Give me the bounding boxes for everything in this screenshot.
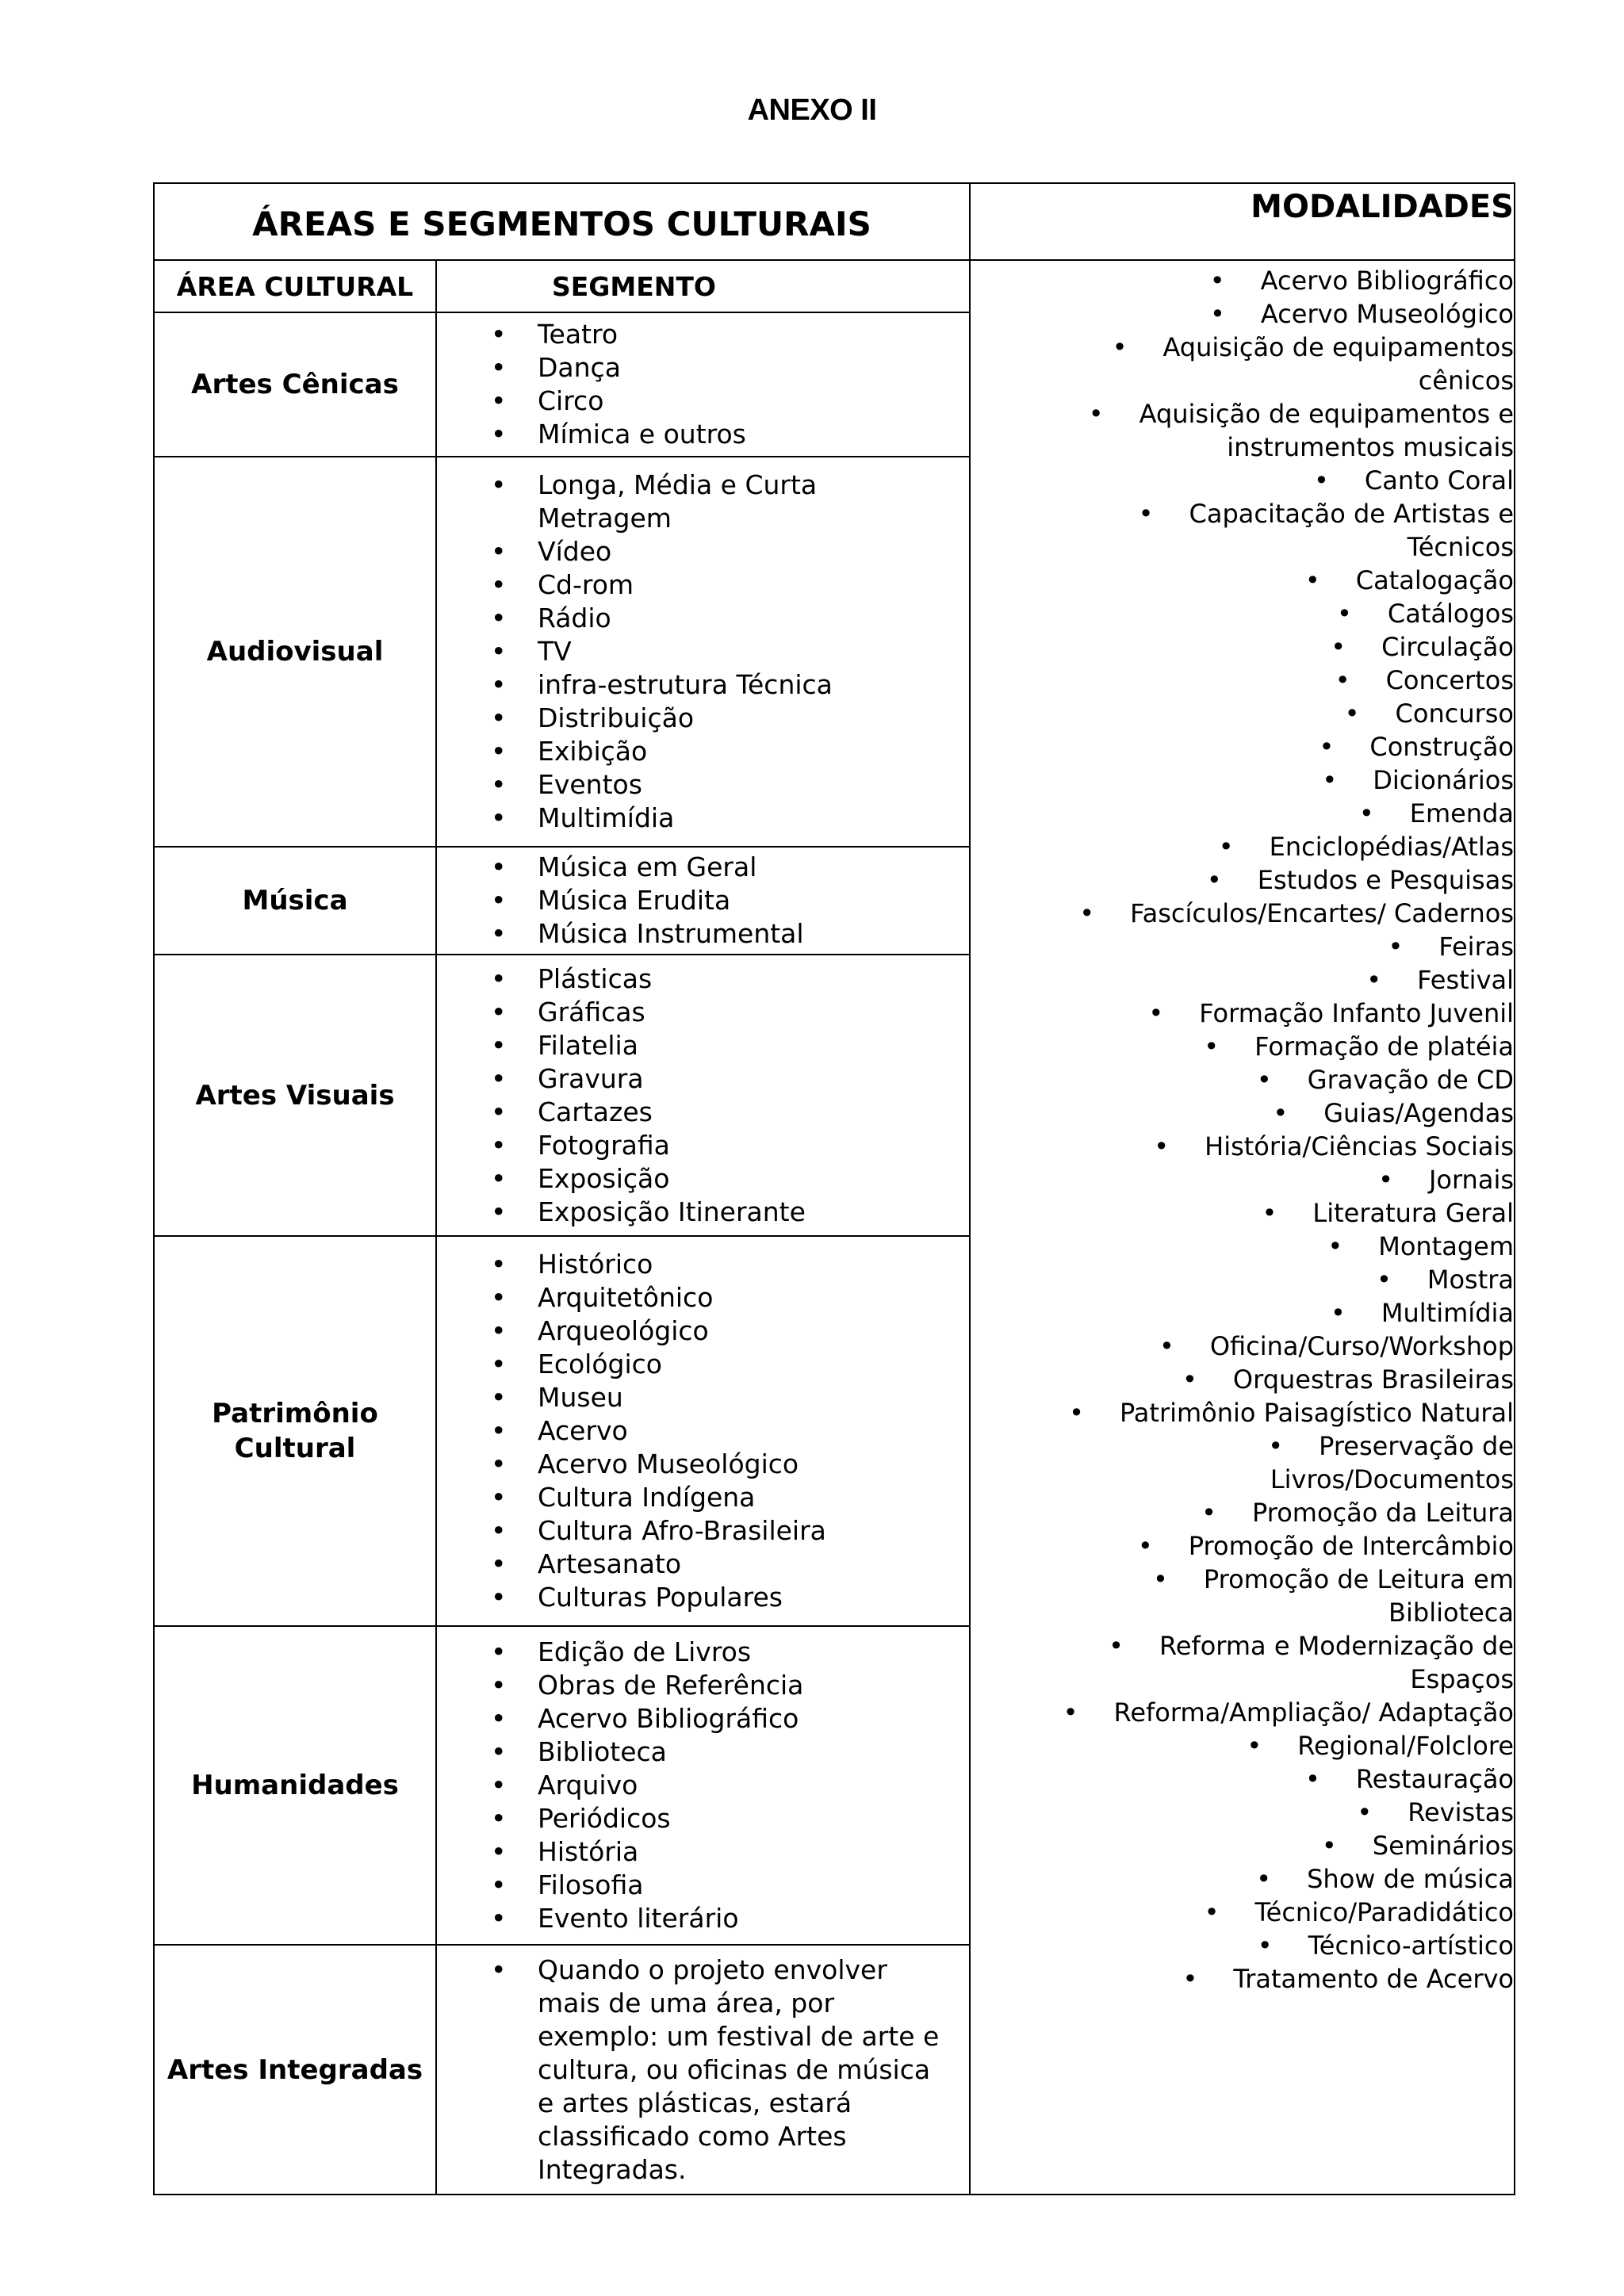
segment-item: • Obras de Referência xyxy=(437,1669,969,1702)
modalidade-item xyxy=(971,497,1514,530)
modalidade-text: Capacitação de Artistas e xyxy=(1189,499,1514,529)
modalidade-text: Tratamento de Acervo xyxy=(1233,1964,1514,1994)
bullet-icon: • xyxy=(1204,1031,1220,1062)
segment-item: • Exposição Itinerante xyxy=(437,1196,969,1229)
modalidade-item xyxy=(971,397,1514,430)
segment-item: • Teatro xyxy=(437,318,969,351)
bullet-icon: • xyxy=(1209,266,1225,296)
segment-list xyxy=(437,465,969,838)
segment-item: • Artesanato xyxy=(437,1548,969,1581)
segment-item: • Arquivo xyxy=(437,1769,969,1802)
modalidade-item xyxy=(971,1862,1514,1896)
modalidade-text: Show de música xyxy=(1307,1864,1514,1894)
bullet-icon: • xyxy=(1206,865,1222,895)
bullet-icon: • xyxy=(1204,1897,1220,1927)
modalidade-text: Catalogação xyxy=(1355,565,1514,595)
modalidade-item xyxy=(971,1330,1514,1363)
segment-item: • Dança xyxy=(437,351,969,385)
bullet-icon: • xyxy=(1112,332,1128,362)
area-name: Artes Integradas xyxy=(154,1945,436,2195)
segment-list xyxy=(437,1245,969,1617)
segment-item: • Arquitetônico xyxy=(437,1281,969,1314)
modalidade-text: Feiras xyxy=(1438,932,1514,962)
modalidade-item xyxy=(971,997,1514,1030)
modalidade-text: Catálogos xyxy=(1387,599,1514,629)
modalidade-text: Canto Coral xyxy=(1364,465,1514,496)
bullet-icon: • xyxy=(1201,1498,1216,1528)
modalidade-item xyxy=(971,331,1514,364)
modalidade-item-continued xyxy=(971,1596,1514,1629)
modalidade-text: Regional/Folclore xyxy=(1297,1731,1514,1761)
segment-item: • Acervo Museológico xyxy=(437,1448,969,1481)
modalidade-text: Técnicos xyxy=(1407,532,1514,562)
modalidade-item xyxy=(971,897,1514,930)
subheader-segmento: SEGMENTO xyxy=(436,260,970,312)
modalidade-text: Fascículos/Encartes/ Cadernos xyxy=(1130,898,1514,928)
modalidade-text: Emenda xyxy=(1409,798,1514,828)
bullet-icon: • xyxy=(1210,299,1225,329)
segment-item: • Gravura xyxy=(437,1062,969,1096)
bullet-icon: • xyxy=(1321,1831,1337,1861)
area-name: Artes Cênicas xyxy=(154,312,436,457)
segment-item: • Exibição xyxy=(437,735,969,768)
bullet-icon: • xyxy=(1388,932,1404,962)
modalidade-item xyxy=(971,1396,1514,1429)
segment-item: • História xyxy=(437,1835,969,1869)
modalidade-text: Espaços xyxy=(1410,1664,1514,1694)
modalidade-text: Promoção da Leitura xyxy=(1252,1498,1514,1528)
segment-item: • Gráficas xyxy=(437,996,969,1029)
modalidade-item xyxy=(971,464,1514,497)
bullet-icon: • xyxy=(1063,1697,1078,1728)
segment-cell xyxy=(436,955,970,1236)
segment-item: • Acervo Bibliográfico xyxy=(437,1702,969,1735)
modalidade-item xyxy=(971,730,1514,763)
bullet-icon: • xyxy=(1327,1231,1343,1261)
segment-item: • Cultura Indígena xyxy=(437,1481,969,1514)
bullet-icon: • xyxy=(1268,1431,1284,1461)
modalidade-item xyxy=(971,1296,1514,1330)
bullet-icon: • xyxy=(1137,1531,1153,1561)
segment-cell xyxy=(436,1945,970,2195)
modalidade-text: Técnico-artístico xyxy=(1308,1931,1514,1961)
header-modalidades: MODALIDADES xyxy=(970,183,1515,260)
document-title: ANEXO II xyxy=(747,94,877,127)
bullet-icon: • xyxy=(1273,1098,1289,1128)
segment-item: • Arqueológico xyxy=(437,1314,969,1348)
modalidade-item xyxy=(971,1529,1514,1563)
segment-item: • Periódicos xyxy=(437,1802,969,1835)
bullet-icon: • xyxy=(1079,898,1095,928)
segment-list xyxy=(437,315,969,454)
bullet-icon: • xyxy=(1257,1931,1273,1961)
bullet-icon: • xyxy=(1138,499,1154,529)
modalidade-text: Acervo Museológico xyxy=(1260,299,1514,329)
bullet-icon: • xyxy=(1304,565,1320,595)
modalidade-text: Revistas xyxy=(1408,1797,1514,1827)
bullet-icon: • xyxy=(1304,1764,1320,1794)
modalidade-text: Patrimônio Paisagístico Natural xyxy=(1119,1398,1514,1428)
segment-item: • Evento literário xyxy=(437,1902,969,1935)
segment-item: • Multimídia xyxy=(437,802,969,835)
bullet-icon: • xyxy=(1378,1165,1393,1195)
segment-item: • Eventos xyxy=(437,768,969,802)
modalidade-text: Multimídia xyxy=(1381,1298,1514,1328)
modalidade-item xyxy=(971,1030,1514,1063)
modalidade-text: Seminários xyxy=(1372,1831,1514,1861)
modalidade-text: Guias/Agendas xyxy=(1323,1098,1514,1128)
modalidade-text: Promoção de Intercâmbio xyxy=(1188,1531,1514,1561)
bullet-icon: • xyxy=(1331,1298,1346,1328)
bullet-icon: • xyxy=(1182,1364,1197,1395)
segment-item: • Música em Geral xyxy=(437,851,969,884)
modalidade-text: Aquisição de equipamentos xyxy=(1162,332,1514,362)
bullet-icon: • xyxy=(1357,1797,1373,1827)
modalidade-text: Reforma/Ampliação/ Adaptação xyxy=(1113,1697,1514,1728)
segment-item: • Música Erudita xyxy=(437,884,969,917)
segment-item: • Fotografia xyxy=(437,1129,969,1162)
modalidade-text: Estudos e Pesquisas xyxy=(1257,865,1514,895)
area-name: Música xyxy=(154,847,436,955)
segment-item: • Biblioteca xyxy=(437,1735,969,1769)
bullet-icon: • xyxy=(1218,832,1234,862)
bullet-icon: • xyxy=(1088,399,1104,429)
modalidade-item xyxy=(971,1796,1514,1829)
segment-item: • Rádio xyxy=(437,602,969,635)
cultural-areas-table xyxy=(153,182,1515,2195)
modalidade-item xyxy=(971,1363,1514,1396)
segment-item: • Mímica e outros xyxy=(437,418,969,451)
modalidade-item xyxy=(971,1696,1514,1729)
modalidade-item xyxy=(971,1962,1514,1996)
modalidade-text: Construção xyxy=(1369,732,1514,762)
modalidade-item xyxy=(971,1163,1514,1196)
modalidade-text: Reforma e Modernização de xyxy=(1159,1631,1514,1661)
modalidade-text: Acervo Bibliográfico xyxy=(1260,266,1514,296)
modalidade-item xyxy=(971,930,1514,963)
area-name: Patrimônio Cultural xyxy=(154,1236,436,1626)
modalidade-item-continued xyxy=(971,1663,1514,1696)
modalidade-item xyxy=(971,1263,1514,1296)
modalidade-text: Festival xyxy=(1417,965,1514,995)
bullet-icon: • xyxy=(1256,1864,1272,1894)
bullet-icon: • xyxy=(1182,1964,1198,1994)
segment-cell xyxy=(436,457,970,847)
area-name: Audiovisual xyxy=(154,457,436,847)
bullet-icon: • xyxy=(1322,765,1338,795)
modalidade-text: Promoção de Leitura em xyxy=(1203,1564,1514,1594)
segment-item: • TV xyxy=(437,635,969,668)
segment-item: • Edição de Livros xyxy=(437,1636,969,1669)
modalidade-text: Gravação de CD xyxy=(1307,1065,1514,1095)
modalidade-item xyxy=(971,1063,1514,1096)
bullet-icon: • xyxy=(1319,732,1335,762)
modalidade-text: Restauração xyxy=(1355,1764,1514,1794)
modalidade-text: cênicos xyxy=(1418,365,1514,396)
modalidade-item-continued xyxy=(971,364,1514,397)
modalidade-text: Formação de platéia xyxy=(1254,1031,1514,1062)
modalidade-item xyxy=(971,697,1514,730)
segment-item: • Histórico xyxy=(437,1248,969,1281)
segment-item: • Ecológico xyxy=(437,1348,969,1381)
modalidades-list xyxy=(971,261,1514,1996)
segment-item: • Circo xyxy=(437,385,969,418)
modalidade-item xyxy=(971,1429,1514,1463)
modalidade-text: Concurso xyxy=(1395,698,1514,729)
bullet-icon: • xyxy=(1262,1198,1277,1228)
segment-item: • Filatelia xyxy=(437,1029,969,1062)
segment-item: • Música Instrumental xyxy=(437,917,969,951)
bullet-icon: • xyxy=(1247,1731,1262,1761)
modalidade-item xyxy=(971,1130,1514,1163)
modalidade-item xyxy=(971,963,1514,997)
modalidade-text: Montagem xyxy=(1378,1231,1514,1261)
modalidade-text: Orquestras Brasileiras xyxy=(1232,1364,1514,1395)
segment-list xyxy=(437,1632,969,1938)
modalidade-item xyxy=(971,1563,1514,1596)
segment-item: • Exposição xyxy=(437,1162,969,1196)
modalidade-item xyxy=(971,264,1514,297)
modalidade-text: Literatura Geral xyxy=(1312,1198,1514,1228)
segment-item: • Cartazes xyxy=(437,1096,969,1129)
segment-item: • Culturas Populares xyxy=(437,1581,969,1614)
area-name: Artes Visuais xyxy=(154,955,436,1236)
modalidade-item xyxy=(971,597,1514,630)
segment-item: • Cultura Afro-Brasileira xyxy=(437,1514,969,1548)
bullet-icon: • xyxy=(1153,1564,1168,1594)
modalidade-item xyxy=(971,797,1514,830)
modalidade-text: Preservação de xyxy=(1319,1431,1514,1461)
modalidade-text: História/Ciências Sociais xyxy=(1205,1131,1514,1161)
bullet-icon: • xyxy=(1154,1131,1170,1161)
modalidade-text: instrumentos musicais xyxy=(1227,432,1514,462)
modalidade-text: Concertos xyxy=(1385,665,1514,695)
modalidade-text: Técnico/Paradidático xyxy=(1254,1897,1514,1927)
segment-cell xyxy=(436,312,970,457)
modalidade-text: Biblioteca xyxy=(1388,1598,1514,1628)
modalidades-list-cell xyxy=(970,260,1515,2195)
modalidade-item-continued xyxy=(971,430,1514,464)
modalidade-item xyxy=(971,1496,1514,1529)
modalidade-item-continued xyxy=(971,1463,1514,1496)
modalidade-item xyxy=(971,1196,1514,1230)
modalidade-text: Oficina/Curso/Workshop xyxy=(1209,1331,1514,1361)
modalidade-item xyxy=(971,863,1514,897)
segment-item: • infra-estrutura Técnica xyxy=(437,668,969,702)
modalidade-item xyxy=(971,297,1514,331)
segment-item: • Vídeo xyxy=(437,535,969,568)
modalidade-item xyxy=(971,1896,1514,1929)
modalidade-item xyxy=(971,630,1514,664)
bullet-icon: • xyxy=(1314,465,1329,496)
modalidade-item xyxy=(971,1929,1514,1962)
bullet-icon: • xyxy=(1344,698,1360,729)
modalidade-item xyxy=(971,1729,1514,1762)
modalidade-text: Aquisição de equipamentos e xyxy=(1139,399,1514,429)
modalidade-text: Livros/Documentos xyxy=(1270,1464,1514,1494)
bullet-icon: • xyxy=(1256,1065,1272,1095)
segment-item: • Cd-rom xyxy=(437,568,969,602)
bullet-icon: • xyxy=(1109,1631,1124,1661)
segment-list xyxy=(437,1950,969,2190)
modalidade-item xyxy=(971,1762,1514,1796)
segment-item: • Plásticas xyxy=(437,962,969,996)
modalidade-item xyxy=(971,1629,1514,1663)
bullet-icon: • xyxy=(1069,1398,1084,1428)
bullet-icon: • xyxy=(1376,1265,1392,1295)
subheader-area-cultural: ÁREA CULTURAL xyxy=(154,260,436,312)
area-name: Humanidades xyxy=(154,1626,436,1945)
modalidade-item xyxy=(971,763,1514,797)
header-areas: ÁREAS E SEGMENTOS CULTURAIS xyxy=(154,183,970,260)
modalidade-item xyxy=(971,1230,1514,1263)
modalidade-item xyxy=(971,664,1514,697)
modalidade-text: Mostra xyxy=(1427,1265,1514,1295)
segment-item: • Museu xyxy=(437,1381,969,1414)
segment-cell xyxy=(436,1236,970,1626)
segment-item: • Distribuição xyxy=(437,702,969,735)
segment-item: • Quando o projeto envolver mais de uma área, por exemplo: um festival de arte e cultura, ou oficinas de música e artes plásticas, estará classificado como Artes Integradas. xyxy=(437,1954,969,2187)
bullet-icon: • xyxy=(1148,998,1164,1028)
modalidade-text: Dicionários xyxy=(1373,765,1514,795)
modalidade-text: Formação Infanto Juvenil xyxy=(1199,998,1514,1028)
modalidade-item xyxy=(971,830,1514,863)
bullet-icon: • xyxy=(1358,798,1374,828)
modalidade-item xyxy=(971,1829,1514,1862)
modalidade-text: Jornais xyxy=(1428,1165,1514,1195)
modalidade-text: Enciclopédias/Atlas xyxy=(1269,832,1514,862)
segment-list xyxy=(437,959,969,1232)
bullet-icon: • xyxy=(1335,665,1350,695)
segment-item: • Acervo xyxy=(437,1414,969,1448)
bullet-icon: • xyxy=(1336,599,1352,629)
bullet-icon: • xyxy=(1366,965,1382,995)
segment-item: • Longa, Média e Curta Metragem xyxy=(437,469,969,535)
modalidade-item xyxy=(971,564,1514,597)
modalidade-text: Circulação xyxy=(1381,632,1514,662)
segment-list xyxy=(437,848,969,954)
segment-cell xyxy=(436,1626,970,1945)
bullet-icon: • xyxy=(1331,632,1346,662)
modalidade-item xyxy=(971,1096,1514,1130)
segment-item: • Filosofia xyxy=(437,1869,969,1902)
bullet-icon: • xyxy=(1159,1331,1174,1361)
segment-cell xyxy=(436,847,970,955)
modalidade-item-continued xyxy=(971,530,1514,564)
